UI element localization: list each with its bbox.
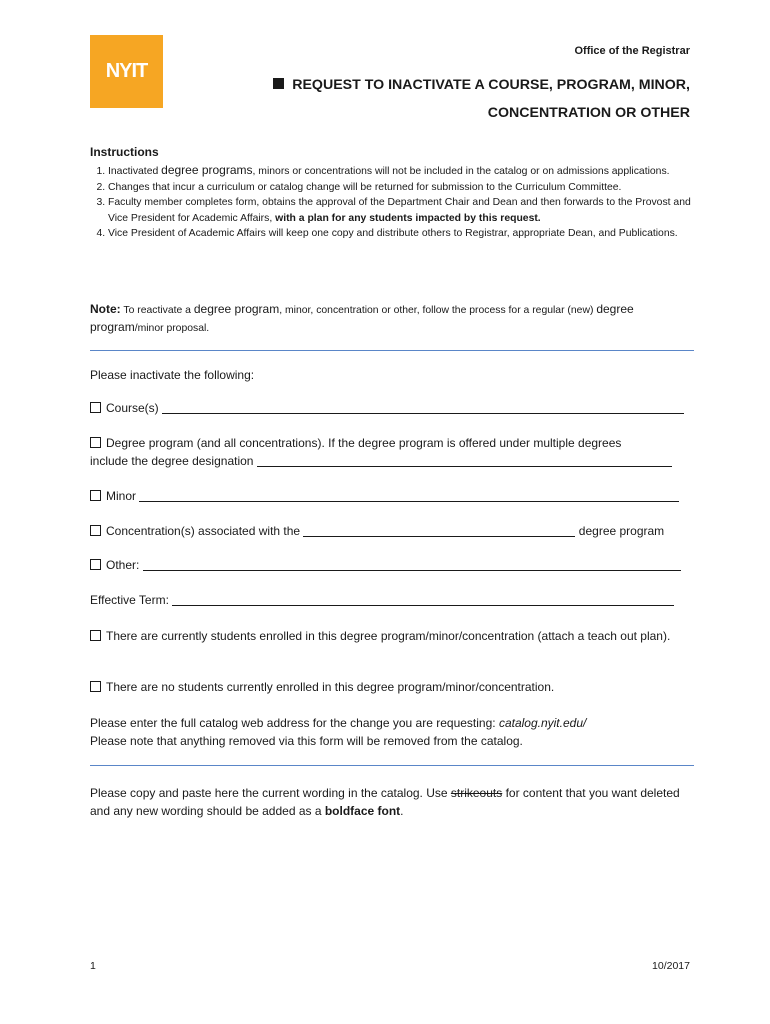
catalog-note: Please note that anything removed via this form will be removed from the catalog. bbox=[90, 734, 523, 748]
nyit-logo bbox=[90, 35, 163, 108]
instruction-bold: with a plan for any students impacted by this request. bbox=[275, 212, 541, 224]
concentration-label: Concentration(s) associated with the bbox=[106, 524, 301, 538]
copy-strike: strikeouts bbox=[450, 786, 503, 800]
degree-checkbox[interactable] bbox=[90, 437, 101, 448]
other-row bbox=[90, 558, 681, 572]
course-input[interactable] bbox=[162, 401, 684, 414]
title-line-1: REQUEST TO INACTIVATE A COURSE, PROGRAM, MINOR, bbox=[292, 77, 690, 93]
copy-text: . bbox=[400, 804, 404, 818]
section-divider bbox=[90, 350, 694, 351]
minor-checkbox[interactable] bbox=[90, 490, 101, 501]
concentration-suffix: degree program bbox=[578, 524, 665, 538]
course-checkbox[interactable] bbox=[90, 402, 101, 413]
form-intro: Please inactivate the following: bbox=[90, 368, 255, 382]
copy-bold: boldface font bbox=[324, 804, 401, 818]
effective-term-label: Effective Term: bbox=[90, 593, 169, 607]
instructions-heading: Instructions bbox=[90, 145, 159, 159]
catalog-prompt: Please enter the full catalog web address for the change you are requesting: bbox=[90, 716, 499, 730]
section-divider bbox=[90, 765, 694, 766]
effective-term-row bbox=[90, 593, 674, 607]
title-line-2: CONCENTRATION OR OTHER bbox=[487, 105, 690, 121]
degree-designation-input[interactable] bbox=[257, 454, 672, 467]
revision-date: 10/2017 bbox=[652, 960, 690, 972]
none-enrolled-checkbox[interactable] bbox=[90, 681, 101, 692]
none-enrolled-label: There are no students currently enrolled in this degree program/minor/concentration. bbox=[106, 680, 555, 694]
degree-row-2 bbox=[90, 454, 672, 468]
concentration-input[interactable] bbox=[303, 524, 575, 537]
enrolled-label: There are currently students enrolled in this degree program/minor/concentration (attach a teach out plan). bbox=[106, 629, 671, 643]
instruction-emphasis: degree programs bbox=[161, 163, 253, 177]
instruction-item: 4. Vice President of Academic Affairs will keep one copy and distribute others to Registrar, appropriate Dean, and Publications. bbox=[108, 226, 708, 242]
note-paragraph bbox=[90, 301, 690, 337]
degree-designation-label: include the degree designation bbox=[90, 454, 254, 468]
instruction-text: , minors or concentrations will not be included in the catalog or on admissions applications. bbox=[252, 166, 670, 177]
instruction-item: 2. Changes that incur a curriculum or catalog change will be returned for submission to the Curriculum Committee. bbox=[108, 180, 708, 196]
page-number: 1 bbox=[90, 960, 96, 972]
instruction-item bbox=[108, 195, 708, 226]
copy-instructions bbox=[90, 784, 694, 820]
instruction-text: Faculty member completes form, obtains the approval of the Department Chair and Dean and then forwards to the Provost and Vice President for Academic Affairs, bbox=[108, 197, 691, 224]
enrolled-row bbox=[90, 627, 694, 645]
instruction-item bbox=[108, 163, 708, 180]
office-label: Office of the Registrar bbox=[574, 45, 690, 57]
instruction-text: Inactivated bbox=[108, 166, 162, 177]
concentration-row bbox=[90, 524, 664, 538]
minor-label: Minor bbox=[106, 489, 137, 503]
degree-label: Degree program (and all concentrations). If the degree program is offered under multiple degrees bbox=[106, 436, 622, 450]
note-emphasis: degree program bbox=[193, 302, 280, 316]
copy-text: Please copy and paste here the current wording in the catalog. Use bbox=[90, 786, 451, 800]
other-input[interactable] bbox=[143, 558, 681, 571]
copy-text: for content that you want deleted and any new wording should be added as a bbox=[90, 786, 680, 818]
catalog-paragraph bbox=[90, 714, 694, 750]
concentration-checkbox[interactable] bbox=[90, 525, 101, 536]
note-text: /minor proposal. bbox=[134, 323, 210, 334]
degree-row bbox=[90, 436, 621, 450]
course-label: Course(s) bbox=[106, 401, 159, 415]
course-row bbox=[90, 401, 684, 415]
catalog-url[interactable]: catalog.nyit.edu/ bbox=[498, 716, 587, 730]
none-enrolled-row bbox=[90, 680, 554, 694]
square-bullet-icon bbox=[273, 78, 284, 89]
minor-row bbox=[90, 489, 679, 503]
note-emphasis: degree program bbox=[90, 302, 634, 334]
enrolled-checkbox[interactable] bbox=[90, 630, 101, 641]
other-label: Other: bbox=[106, 558, 140, 572]
effective-term-input[interactable] bbox=[172, 593, 674, 606]
note-text: To reactivate a bbox=[120, 305, 194, 316]
note-label: Note: bbox=[90, 302, 121, 316]
instructions-list bbox=[90, 163, 708, 242]
other-checkbox[interactable] bbox=[90, 559, 101, 570]
minor-input[interactable] bbox=[139, 489, 679, 502]
form-title bbox=[170, 71, 690, 127]
note-text: , minor, concentration or other, follow the process for a regular (new) bbox=[279, 305, 597, 316]
logo-text: NYIT bbox=[105, 60, 148, 82]
